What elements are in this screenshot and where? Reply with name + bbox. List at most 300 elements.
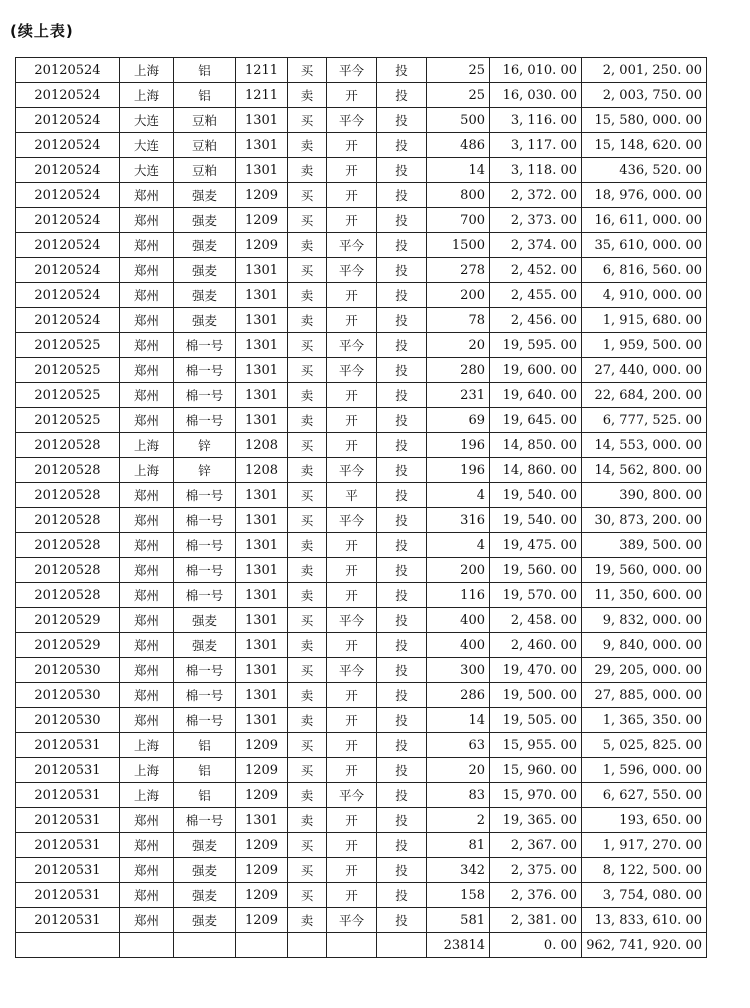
cell-direction: 卖 (288, 158, 327, 183)
cell-amount: 1, 917, 270. 00 (582, 833, 707, 858)
cell-exchange: 郑州 (120, 508, 174, 533)
cell-date: 20120524 (16, 108, 120, 133)
cell-commodity: 棉一号 (174, 508, 236, 533)
cell-amount: 436, 520. 00 (582, 158, 707, 183)
cell-speculation: 投 (377, 533, 427, 558)
table-caption: (续上表) (10, 22, 74, 40)
cell-direction: 卖 (288, 633, 327, 658)
cell-exchange: 郑州 (120, 333, 174, 358)
cell-date: 20120528 (16, 583, 120, 608)
cell-speculation: 投 (377, 58, 427, 83)
cell-contract: 1209 (236, 183, 288, 208)
cell-exchange: 郑州 (120, 233, 174, 258)
cell-price: 2, 374. 00 (490, 233, 582, 258)
cell-quantity: 4 (427, 483, 490, 508)
cell-price: 2, 458. 00 (490, 608, 582, 633)
cell-price: 2, 376. 00 (490, 883, 582, 908)
cell-quantity: 486 (427, 133, 490, 158)
cell-amount: 35, 610, 000. 00 (582, 233, 707, 258)
cell-open-close: 开 (327, 208, 377, 233)
table-row (16, 658, 707, 683)
cell-open-close: 开 (327, 308, 377, 333)
cell-quantity: 400 (427, 633, 490, 658)
table-row (16, 433, 707, 458)
cell-date: 20120524 (16, 233, 120, 258)
cell-commodity: 强麦 (174, 883, 236, 908)
cell-date: 20120531 (16, 858, 120, 883)
cell-commodity: 棉一号 (174, 483, 236, 508)
cell-quantity: 231 (427, 383, 490, 408)
cell-exchange: 上海 (120, 783, 174, 808)
cell-commodity: 强麦 (174, 258, 236, 283)
cell-commodity: 棉一号 (174, 658, 236, 683)
cell-direction: 买 (288, 208, 327, 233)
cell-speculation: 投 (377, 633, 427, 658)
cell-price: 19, 470. 00 (490, 658, 582, 683)
cell-contract: 1301 (236, 408, 288, 433)
cell-speculation: 投 (377, 808, 427, 833)
cell-commodity: 锌 (174, 433, 236, 458)
cell-price: 19, 540. 00 (490, 508, 582, 533)
total-row (16, 933, 707, 958)
cell-direction: 卖 (288, 558, 327, 583)
cell-date: 20120531 (16, 908, 120, 933)
cell-quantity: 800 (427, 183, 490, 208)
cell-exchange: 郑州 (120, 483, 174, 508)
cell-direction: 卖 (288, 808, 327, 833)
cell-quantity: 83 (427, 783, 490, 808)
cell-speculation: 投 (377, 258, 427, 283)
cell-speculation: 投 (377, 133, 427, 158)
cell-open-close: 平今 (327, 508, 377, 533)
cell-speculation: 投 (377, 483, 427, 508)
cell-contract: 1209 (236, 883, 288, 908)
cell-commodity: 强麦 (174, 908, 236, 933)
cell-direction: 卖 (288, 408, 327, 433)
cell-exchange: 郑州 (120, 383, 174, 408)
cell-direction: 买 (288, 258, 327, 283)
cell-amount: 14, 553, 000. 00 (582, 433, 707, 458)
table-row (16, 383, 707, 408)
cell-open-close: 开 (327, 808, 377, 833)
cell-direction: 卖 (288, 133, 327, 158)
cell-date: 20120530 (16, 658, 120, 683)
cell-price: 2, 367. 00 (490, 833, 582, 858)
cell-speculation: 投 (377, 683, 427, 708)
cell-amount: 2, 003, 750. 00 (582, 83, 707, 108)
cell-commodity: 豆粕 (174, 133, 236, 158)
table-row (16, 458, 707, 483)
table-row (16, 858, 707, 883)
cell-commodity: 棉一号 (174, 408, 236, 433)
cell-commodity: 强麦 (174, 308, 236, 333)
cell-quantity: 20 (427, 333, 490, 358)
cell-contract: 1301 (236, 683, 288, 708)
cell-price: 19, 505. 00 (490, 708, 582, 733)
cell-exchange: 上海 (120, 83, 174, 108)
cell-direction: 卖 (288, 458, 327, 483)
table-row (16, 308, 707, 333)
cell-contract: 1209 (236, 758, 288, 783)
cell-speculation: 投 (377, 583, 427, 608)
cell-contract: 1209 (236, 208, 288, 233)
cell-price: 15, 960. 00 (490, 758, 582, 783)
table-row (16, 233, 707, 258)
cell-date: 20120524 (16, 83, 120, 108)
cell-exchange: 上海 (120, 433, 174, 458)
cell-contract: 1209 (236, 733, 288, 758)
cell-direction: 卖 (288, 583, 327, 608)
cell-commodity: 棉一号 (174, 683, 236, 708)
cell-direction: 买 (288, 108, 327, 133)
cell-commodity: 锌 (174, 458, 236, 483)
cell-amount: 193, 650. 00 (582, 808, 707, 833)
cell-date: 20120524 (16, 258, 120, 283)
cell-contract: 1301 (236, 533, 288, 558)
cell-exchange: 大连 (120, 133, 174, 158)
cell-commodity: 强麦 (174, 208, 236, 233)
cell-quantity: 200 (427, 283, 490, 308)
cell-open-close (327, 933, 377, 958)
cell-date: 20120528 (16, 508, 120, 533)
cell-price: 3, 116. 00 (490, 108, 582, 133)
cell-commodity: 棉一号 (174, 558, 236, 583)
cell-exchange: 郑州 (120, 908, 174, 933)
cell-open-close: 开 (327, 158, 377, 183)
cell-direction: 买 (288, 833, 327, 858)
cell-speculation: 投 (377, 758, 427, 783)
cell-direction: 买 (288, 733, 327, 758)
cell-open-close: 平今 (327, 333, 377, 358)
cell-open-close: 平今 (327, 458, 377, 483)
cell-open-close: 开 (327, 858, 377, 883)
cell-speculation: 投 (377, 883, 427, 908)
cell-contract: 1301 (236, 108, 288, 133)
table-row (16, 483, 707, 508)
cell-commodity: 豆粕 (174, 158, 236, 183)
cell-price: 19, 640. 00 (490, 383, 582, 408)
table-row (16, 258, 707, 283)
cell-date: 20120530 (16, 708, 120, 733)
cell-amount: 962, 741, 920. 00 (582, 933, 707, 958)
cell-commodity: 强麦 (174, 833, 236, 858)
cell-open-close: 开 (327, 83, 377, 108)
cell-price: 19, 475. 00 (490, 533, 582, 558)
cell-amount: 9, 840, 000. 00 (582, 633, 707, 658)
cell-speculation: 投 (377, 108, 427, 133)
table-row (16, 108, 707, 133)
cell-quantity: 286 (427, 683, 490, 708)
cell-price: 19, 600. 00 (490, 358, 582, 383)
cell-exchange: 郑州 (120, 183, 174, 208)
cell-amount: 30, 873, 200. 00 (582, 508, 707, 533)
cell-commodity: 强麦 (174, 858, 236, 883)
cell-open-close: 开 (327, 408, 377, 433)
cell-exchange: 郑州 (120, 408, 174, 433)
cell-contract: 1211 (236, 58, 288, 83)
cell-speculation: 投 (377, 658, 427, 683)
cell-direction (288, 933, 327, 958)
cell-exchange: 郑州 (120, 558, 174, 583)
cell-quantity: 280 (427, 358, 490, 383)
table-row (16, 283, 707, 308)
cell-open-close: 开 (327, 833, 377, 858)
cell-amount: 18, 976, 000. 00 (582, 183, 707, 208)
cell-direction: 卖 (288, 308, 327, 333)
cell-speculation: 投 (377, 358, 427, 383)
cell-commodity: 强麦 (174, 283, 236, 308)
cell-speculation: 投 (377, 708, 427, 733)
cell-price: 19, 540. 00 (490, 483, 582, 508)
cell-contract: 1301 (236, 483, 288, 508)
cell-price: 15, 970. 00 (490, 783, 582, 808)
cell-price: 16, 010. 00 (490, 58, 582, 83)
table-row (16, 183, 707, 208)
cell-contract: 1301 (236, 383, 288, 408)
cell-open-close: 平今 (327, 783, 377, 808)
table-row (16, 83, 707, 108)
cell-open-close: 开 (327, 633, 377, 658)
cell-open-close: 开 (327, 283, 377, 308)
cell-amount: 9, 832, 000. 00 (582, 608, 707, 633)
cell-open-close: 平今 (327, 608, 377, 633)
cell-exchange: 郑州 (120, 683, 174, 708)
cell-commodity: 棉一号 (174, 808, 236, 833)
cell-speculation: 投 (377, 233, 427, 258)
cell-direction: 买 (288, 58, 327, 83)
cell-direction: 卖 (288, 233, 327, 258)
table-row (16, 583, 707, 608)
cell-quantity: 69 (427, 408, 490, 433)
cell-speculation: 投 (377, 608, 427, 633)
cell-exchange: 上海 (120, 733, 174, 758)
table-row (16, 58, 707, 83)
cell-exchange: 上海 (120, 758, 174, 783)
cell-contract: 1209 (236, 233, 288, 258)
cell-commodity: 铝 (174, 83, 236, 108)
cell-speculation: 投 (377, 558, 427, 583)
table-row (16, 883, 707, 908)
cell-contract: 1301 (236, 333, 288, 358)
cell-exchange: 郑州 (120, 583, 174, 608)
cell-date: 20120531 (16, 883, 120, 908)
cell-contract (236, 933, 288, 958)
cell-exchange: 郑州 (120, 533, 174, 558)
cell-price: 14, 860. 00 (490, 458, 582, 483)
cell-exchange: 郑州 (120, 633, 174, 658)
cell-contract: 1301 (236, 358, 288, 383)
cell-amount: 8, 122, 500. 00 (582, 858, 707, 883)
cell-price: 2, 375. 00 (490, 858, 582, 883)
cell-date: 20120525 (16, 383, 120, 408)
cell-commodity: 棉一号 (174, 383, 236, 408)
cell-quantity: 278 (427, 258, 490, 283)
cell-quantity: 25 (427, 58, 490, 83)
cell-contract: 1209 (236, 908, 288, 933)
cell-price: 0. 00 (490, 933, 582, 958)
cell-commodity: 棉一号 (174, 333, 236, 358)
cell-contract: 1301 (236, 583, 288, 608)
table-row (16, 633, 707, 658)
cell-quantity: 196 (427, 458, 490, 483)
cell-date: 20120524 (16, 58, 120, 83)
cell-date: 20120524 (16, 308, 120, 333)
cell-open-close: 平今 (327, 58, 377, 83)
cell-direction: 卖 (288, 533, 327, 558)
cell-commodity: 棉一号 (174, 358, 236, 383)
table-row (16, 508, 707, 533)
cell-date: 20120524 (16, 158, 120, 183)
cell-price: 19, 645. 00 (490, 408, 582, 433)
cell-amount: 1, 365, 350. 00 (582, 708, 707, 733)
cell-amount: 15, 148, 620. 00 (582, 133, 707, 158)
cell-commodity: 铝 (174, 733, 236, 758)
cell-price: 2, 460. 00 (490, 633, 582, 658)
cell-quantity: 4 (427, 533, 490, 558)
cell-speculation: 投 (377, 408, 427, 433)
table-row (16, 733, 707, 758)
cell-direction: 买 (288, 608, 327, 633)
cell-quantity: 700 (427, 208, 490, 233)
cell-direction: 买 (288, 183, 327, 208)
cell-direction: 买 (288, 858, 327, 883)
cell-contract: 1301 (236, 808, 288, 833)
cell-commodity: 强麦 (174, 183, 236, 208)
cell-speculation: 投 (377, 508, 427, 533)
cell-open-close: 开 (327, 708, 377, 733)
table-row (16, 533, 707, 558)
cell-quantity: 14 (427, 158, 490, 183)
cell-amount: 5, 025, 825. 00 (582, 733, 707, 758)
cell-open-close: 开 (327, 683, 377, 708)
cell-contract: 1301 (236, 558, 288, 583)
cell-exchange: 郑州 (120, 358, 174, 383)
cell-direction: 买 (288, 758, 327, 783)
cell-open-close: 开 (327, 733, 377, 758)
cell-open-close: 开 (327, 883, 377, 908)
cell-contract: 1301 (236, 308, 288, 333)
cell-exchange: 郑州 (120, 208, 174, 233)
cell-amount: 27, 885, 000. 00 (582, 683, 707, 708)
cell-direction: 卖 (288, 283, 327, 308)
cell-commodity: 豆粕 (174, 108, 236, 133)
cell-date: 20120531 (16, 783, 120, 808)
cell-amount: 1, 959, 500. 00 (582, 333, 707, 358)
cell-speculation: 投 (377, 183, 427, 208)
cell-contract: 1211 (236, 83, 288, 108)
cell-direction: 卖 (288, 83, 327, 108)
cell-speculation (377, 933, 427, 958)
cell-direction: 卖 (288, 683, 327, 708)
cell-direction: 卖 (288, 708, 327, 733)
cell-open-close: 平今 (327, 358, 377, 383)
cell-open-close: 开 (327, 758, 377, 783)
table-row (16, 158, 707, 183)
cell-date: 20120531 (16, 758, 120, 783)
cell-direction: 买 (288, 483, 327, 508)
cell-commodity: 铝 (174, 58, 236, 83)
cell-exchange: 郑州 (120, 858, 174, 883)
cell-direction: 买 (288, 433, 327, 458)
cell-speculation: 投 (377, 308, 427, 333)
cell-speculation: 投 (377, 83, 427, 108)
cell-open-close: 平今 (327, 108, 377, 133)
cell-exchange: 郑州 (120, 833, 174, 858)
cell-direction: 买 (288, 508, 327, 533)
cell-price: 3, 117. 00 (490, 133, 582, 158)
cell-commodity: 强麦 (174, 233, 236, 258)
cell-exchange: 郑州 (120, 308, 174, 333)
cell-amount: 4, 910, 000. 00 (582, 283, 707, 308)
table-row (16, 408, 707, 433)
cell-date: 20120529 (16, 633, 120, 658)
cell-open-close: 开 (327, 533, 377, 558)
cell-direction: 买 (288, 658, 327, 683)
cell-open-close: 开 (327, 558, 377, 583)
cell-price: 14, 850. 00 (490, 433, 582, 458)
cell-date: 20120528 (16, 433, 120, 458)
cell-contract: 1209 (236, 783, 288, 808)
cell-price: 19, 365. 00 (490, 808, 582, 833)
cell-exchange: 上海 (120, 458, 174, 483)
cell-quantity: 1500 (427, 233, 490, 258)
cell-commodity: 铝 (174, 783, 236, 808)
cell-date (16, 933, 120, 958)
cell-date: 20120531 (16, 733, 120, 758)
cell-speculation: 投 (377, 833, 427, 858)
cell-open-close: 平今 (327, 658, 377, 683)
cell-quantity: 20 (427, 758, 490, 783)
cell-quantity: 63 (427, 733, 490, 758)
cell-open-close: 开 (327, 433, 377, 458)
cell-contract: 1208 (236, 433, 288, 458)
cell-commodity: 强麦 (174, 608, 236, 633)
cell-direction: 买 (288, 333, 327, 358)
cell-contract: 1301 (236, 508, 288, 533)
cell-contract: 1301 (236, 633, 288, 658)
cell-quantity: 78 (427, 308, 490, 333)
cell-speculation: 投 (377, 383, 427, 408)
cell-price: 2, 372. 00 (490, 183, 582, 208)
table-row (16, 133, 707, 158)
cell-speculation: 投 (377, 783, 427, 808)
cell-exchange: 上海 (120, 58, 174, 83)
cell-open-close: 开 (327, 183, 377, 208)
table-row (16, 708, 707, 733)
cell-date: 20120530 (16, 683, 120, 708)
cell-exchange: 大连 (120, 108, 174, 133)
cell-quantity: 500 (427, 108, 490, 133)
cell-date: 20120529 (16, 608, 120, 633)
cell-contract: 1301 (236, 283, 288, 308)
cell-open-close: 开 (327, 583, 377, 608)
cell-speculation: 投 (377, 208, 427, 233)
cell-quantity: 196 (427, 433, 490, 458)
cell-date: 20120524 (16, 208, 120, 233)
cell-contract: 1301 (236, 258, 288, 283)
cell-quantity: 25 (427, 83, 490, 108)
cell-amount: 6, 816, 560. 00 (582, 258, 707, 283)
cell-speculation: 投 (377, 458, 427, 483)
table-row (16, 358, 707, 383)
cell-price: 19, 500. 00 (490, 683, 582, 708)
cell-exchange: 郑州 (120, 258, 174, 283)
cell-exchange: 郑州 (120, 658, 174, 683)
cell-price: 2, 373. 00 (490, 208, 582, 233)
table-row (16, 683, 707, 708)
cell-amount: 29, 205, 000. 00 (582, 658, 707, 683)
cell-direction: 买 (288, 883, 327, 908)
